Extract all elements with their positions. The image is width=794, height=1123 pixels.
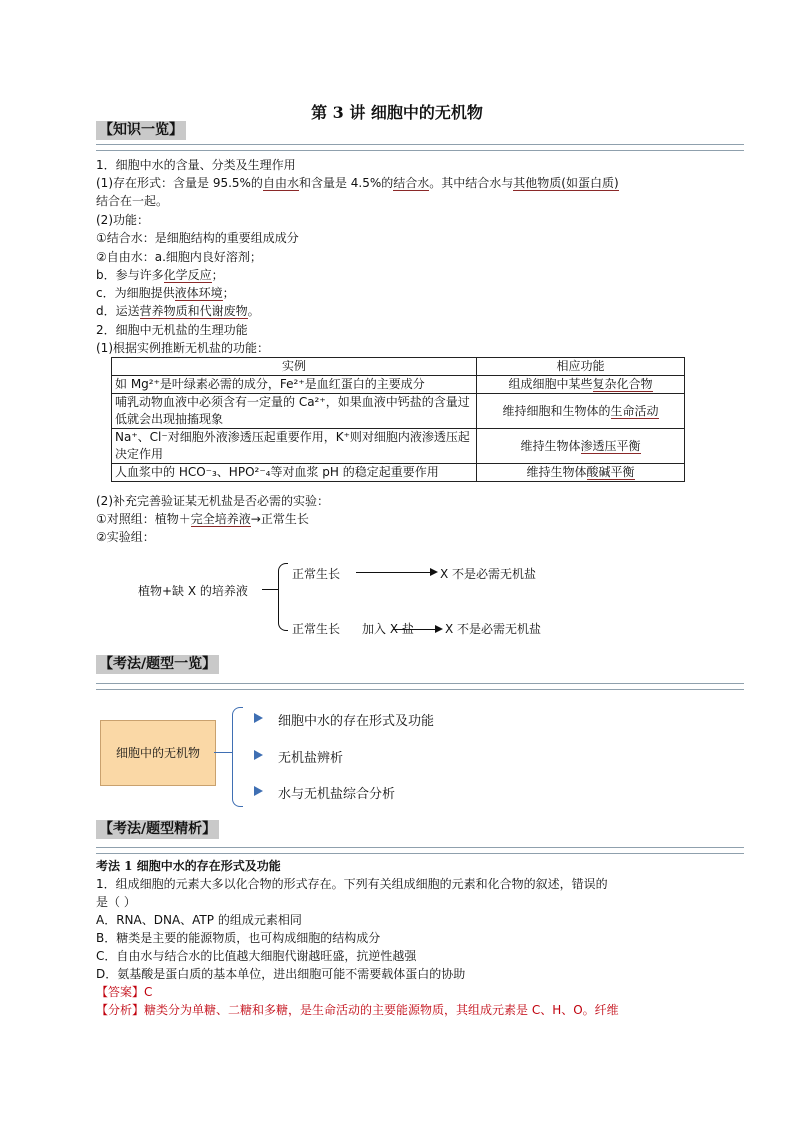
divider: [96, 683, 744, 690]
map-item: 水与无机盐综合分析: [278, 787, 396, 802]
table-row: [112, 429, 685, 464]
map-item: 无机盐辨析: [278, 751, 344, 766]
table-row: [112, 464, 685, 482]
table-cell: 人血浆中的 HCO⁻₃、HPO²⁻₄等对血浆 pH 的稳定起重要作用: [112, 464, 477, 482]
flow-add-label: 加入 X 盐: [362, 622, 414, 636]
salt-function-table: [111, 357, 685, 482]
flow-top-label: 正常生长: [292, 567, 341, 581]
table-row: [112, 394, 685, 429]
flow-start-label: 植物+缺 X 的培养液: [138, 584, 248, 598]
flow-bottom-label: 正常生长: [292, 622, 341, 636]
text-line: c．为细胞提供液体环境；: [96, 286, 235, 300]
text-line: ①对照组：植物＋完全培养液→正常生长: [96, 512, 309, 526]
arrow-bullet-icon: [254, 786, 263, 796]
option-c: C．自由水与结合水的比值越大细胞代谢越旺盛，抗逆性越强: [96, 949, 417, 963]
option-a: A．RNA、DNA、ATP 的组成元素相同: [96, 913, 302, 927]
text-line: (2)补充完善验证某无机盐是否必需的实验：: [96, 494, 329, 508]
text-line: 2．细胞中无机盐的生理功能: [96, 323, 248, 337]
text-line: ①结合水：是细胞结构的重要组成成分: [96, 231, 299, 245]
arrow-line: [356, 572, 432, 573]
table-row: [112, 376, 685, 394]
option-b: B．糖类是主要的能源物质，也可构成细胞的结构成分: [96, 931, 381, 945]
section-heading-knowledge: 【知识一览】: [96, 121, 186, 140]
question-stem: 1．组成细胞的元素大多以化合物的形式存在。下列有关组成细胞的元素和化合物的叙述，错误的: [96, 877, 608, 891]
brace-icon: [232, 707, 243, 807]
page-title: 第 3 讲 细胞中的无机物: [311, 103, 483, 122]
text-line: 1．细胞中水的含量、分类及生理作用: [96, 158, 296, 172]
table-header: 相应功能: [477, 358, 685, 376]
connector: [262, 589, 278, 590]
analysis-line: 【分析】糖类分为单糖、二糖和多糖，是生命活动的主要能源物质，其组成元素是 C、H、O。纤维: [96, 1003, 619, 1017]
table-cell: 如 Mg²⁺是叶绿素必需的成分，Fe²⁺是血红蛋白的主要成分: [112, 376, 477, 394]
arrow-bullet-icon: [254, 750, 263, 760]
divider: [96, 144, 744, 151]
text-line: ②自由水：a.细胞内良好溶剂；: [96, 250, 262, 264]
text-line: (1)根据实例推断无机盐的功能：: [96, 341, 269, 355]
option-d: D．氨基酸是蛋白质的基本单位，进出细胞可能不需要载体蛋白的协助: [96, 967, 466, 981]
text-line: ②实验组：: [96, 530, 155, 544]
arrow-head-icon: [435, 625, 443, 633]
table-cell: 维持生物体渗透压平衡: [477, 429, 685, 464]
brace-icon: [278, 563, 288, 631]
table-cell: 维持生物体酸碱平衡: [477, 464, 685, 482]
text-line: (2)功能：: [96, 213, 149, 227]
table-cell: 哺乳动物血液中必须含有一定量的 Ca²⁺，如果血液中钙盐的含量过低就会出现抽搐现象: [112, 394, 477, 429]
connector: [214, 752, 232, 753]
text-line: d．运送营养物质和代谢废物。: [96, 304, 260, 318]
flow-bottom-result: X 不是必需无机盐: [445, 622, 542, 636]
text-line: b．参与许多化学反应；: [96, 268, 224, 282]
arrow-bullet-icon: [254, 713, 263, 723]
text-line: 结合在一起。: [96, 194, 169, 208]
table-cell: 组成细胞中某些复杂化合物: [477, 376, 685, 394]
section-heading-methods: 【考法/题型一览】: [96, 655, 219, 674]
text-line: (1)存在形式：含量是 95.5%的自由水和含量是 4.5%的结合水。其中结合水与其他物质(如蛋白质): [96, 176, 619, 190]
table-cell: 维持细胞和生物体的生命活动: [477, 394, 685, 429]
divider: [96, 847, 744, 854]
table-header: 实例: [112, 358, 477, 376]
concept-box: 细胞中的无机物: [100, 720, 216, 786]
arrow-line: [393, 629, 437, 630]
flow-top-result: X 不是必需无机盐: [440, 567, 537, 581]
section-heading-analysis: 【考法/题型精析】: [96, 820, 219, 839]
method-heading: 考法 1 细胞中水的存在形式及功能: [96, 859, 281, 873]
answer-line: 【答案】C: [96, 985, 153, 999]
map-item: 细胞中水的存在形式及功能: [278, 714, 435, 729]
arrow-head-icon: [430, 568, 438, 576]
question-stem: 是（ ）: [96, 895, 136, 909]
table-cell: Na⁺、Cl⁻对细胞外液渗透压起重要作用，K⁺则对细胞内液渗透压起决定作用: [112, 429, 477, 464]
